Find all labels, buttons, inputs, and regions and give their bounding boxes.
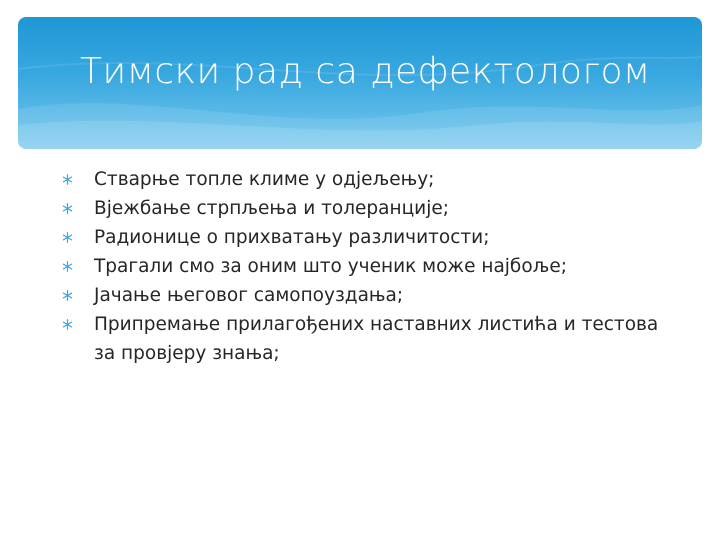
- bullet-list: [62, 165, 682, 368]
- asterisk-bullet-icon: [62, 174, 73, 185]
- list-item-text: Вјежбање стрпљења и толеранције;: [94, 198, 449, 219]
- list-item: [62, 223, 682, 252]
- asterisk-bullet-icon: [62, 290, 73, 301]
- list-item: [62, 165, 682, 194]
- list-item: [62, 252, 682, 281]
- list-item-text: Јачање његовог самопоуздања;: [94, 285, 404, 306]
- asterisk-bullet-icon: [62, 232, 73, 243]
- list-item-text: Припремање прилагођених наставних листића и тестова за провјеру знања;: [94, 314, 659, 364]
- list-item-text: Трагали смо за оним што ученик може најбоље;: [94, 256, 567, 277]
- slide-title: Тимски рад са дефектологом: [80, 51, 651, 92]
- list-item: [62, 310, 682, 368]
- asterisk-bullet-icon: [62, 203, 73, 214]
- list-item: [62, 194, 682, 223]
- asterisk-bullet-icon: [62, 261, 73, 272]
- list-item: [62, 281, 682, 310]
- title-banner: [18, 17, 702, 149]
- asterisk-bullet-icon: [62, 319, 73, 330]
- list-item-text: Радионице о прихватању различитости;: [94, 227, 490, 248]
- list-item-text: Стварње топле климе у одјељењу;: [94, 169, 435, 190]
